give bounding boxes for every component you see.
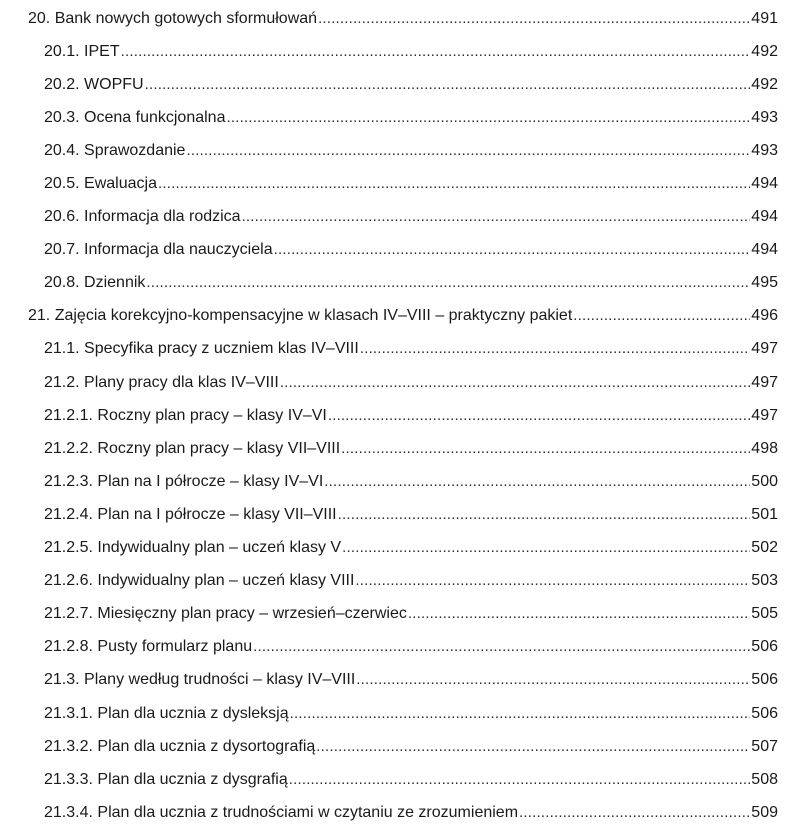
dot-leader: [341, 439, 750, 459]
toc-entry[interactable]: [0, 796, 806, 829]
toc-entry-title: 20.6. Informacja dla rodzica: [44, 208, 241, 226]
dot-leader: [328, 406, 750, 426]
dot-leader: [121, 42, 751, 62]
toc-entry-page: 493: [751, 108, 778, 126]
dot-leader: [338, 505, 751, 525]
toc-entry-page: 506: [751, 638, 778, 656]
toc-entry-title: 21.1. Specyfika pracy z uczniem klas IV–VIII: [44, 340, 359, 358]
dot-leader: [573, 306, 750, 326]
toc-entry[interactable]: [0, 35, 806, 68]
toc-entry-page: 497: [751, 340, 778, 358]
dot-leader: [408, 604, 750, 624]
toc-entry-page: 506: [751, 671, 778, 689]
toc-entry-page: 497: [751, 373, 778, 391]
dot-leader: [355, 571, 750, 591]
toc-entry-page: 509: [751, 803, 778, 821]
toc-entry-title: 20.8. Dziennik: [44, 274, 146, 292]
toc-entry-title: 20.4. Sprawozdanie: [44, 141, 186, 159]
toc-entry-title: 20.1. IPET: [44, 42, 120, 60]
dot-leader: [280, 373, 750, 393]
table-of-contents: [0, 2, 806, 829]
dot-leader: [324, 472, 750, 492]
toc-entry-page: 505: [751, 605, 778, 623]
toc-entry-page: 502: [751, 539, 778, 557]
toc-entry[interactable]: [0, 763, 806, 796]
toc-entry[interactable]: [0, 664, 806, 697]
toc-entry-page: 496: [751, 307, 778, 325]
toc-entry-page: 493: [751, 141, 778, 159]
toc-entry-title: 21.2.6. Indywidualny plan – uczeń klasy VIII: [44, 572, 355, 590]
toc-entry[interactable]: [0, 565, 806, 598]
dot-leader: [158, 174, 750, 194]
toc-entry-page: 507: [751, 737, 778, 755]
toc-entry-title: 21.3. Plany według trudności – klasy IV–VIII: [44, 671, 356, 689]
toc-entry-title: 21.2.3. Plan na I półrocze – klasy IV–VI: [44, 472, 324, 490]
toc-entry-title: 21.2.7. Miesięczny plan pracy – wrzesień–czerwiec: [44, 605, 407, 623]
dot-leader: [316, 737, 750, 757]
dot-leader: [342, 538, 750, 558]
toc-entry[interactable]: [0, 300, 806, 333]
toc-entry-title: 21. Zajęcia korekcyjno-kompensacyjne w klasach IV–VIII – praktyczny pakiet: [28, 307, 573, 325]
toc-entry-page: 494: [751, 241, 778, 259]
toc-entry[interactable]: [0, 267, 806, 300]
toc-entry[interactable]: [0, 68, 806, 101]
toc-entry-page: 500: [751, 472, 778, 490]
toc-entry-title: 21.2.2. Roczny plan pracy – klasy VII–VIII: [44, 439, 341, 457]
dot-leader: [186, 141, 750, 161]
toc-entry[interactable]: [0, 432, 806, 465]
toc-entry-title: 21.3.4. Plan dla ucznia z trudnościami w czytaniu ze zrozumieniem: [44, 803, 519, 821]
toc-entry-title: 21.2.4. Plan na I półrocze – klasy VII–VIII: [44, 505, 337, 523]
dot-leader: [226, 108, 750, 128]
toc-entry-page: 501: [751, 505, 778, 523]
toc-entry[interactable]: [0, 730, 806, 763]
dot-leader: [289, 770, 751, 790]
toc-entry-title: 20.3. Ocena funkcjonalna: [44, 108, 226, 126]
dot-leader: [318, 9, 750, 29]
toc-entry[interactable]: [0, 234, 806, 267]
toc-entry[interactable]: [0, 399, 806, 432]
dot-leader: [242, 207, 751, 227]
toc-entry[interactable]: [0, 598, 806, 631]
toc-entry-title: 21.3.2. Plan dla ucznia z dysortografią: [44, 737, 316, 755]
toc-entry[interactable]: [0, 101, 806, 134]
dot-leader: [519, 803, 750, 823]
dot-leader: [356, 670, 750, 690]
dot-leader: [290, 704, 751, 724]
toc-entry-title: 20.5. Ewaluacja: [44, 175, 157, 193]
toc-entry-title: 20.7. Informacja dla nauczyciela: [44, 241, 273, 259]
toc-entry-page: 491: [751, 9, 778, 27]
toc-entry[interactable]: [0, 631, 806, 664]
toc-entry-title: 21.2.5. Indywidualny plan – uczeń klasy V: [44, 539, 342, 557]
toc-entry-page: 508: [751, 770, 778, 788]
toc-entry-title: 20.2. WOPFU: [44, 75, 144, 93]
toc-entry-title: 21.2. Plany pracy dla klas IV–VIII: [44, 373, 279, 391]
toc-entry-page: 495: [751, 274, 778, 292]
toc-entry-page: 497: [751, 406, 778, 424]
dot-leader: [360, 339, 750, 359]
toc-entry-title: 20. Bank nowych gotowych sformułowań: [28, 9, 318, 27]
toc-entry-page: 492: [751, 75, 778, 93]
toc-entry-page: 506: [751, 704, 778, 722]
dot-leader: [253, 637, 750, 657]
toc-entry[interactable]: [0, 333, 806, 366]
dot-leader: [145, 75, 751, 95]
dot-leader: [146, 273, 750, 293]
toc-entry-title: 21.3.3. Plan dla ucznia z dysgrafią: [44, 770, 288, 788]
toc-entry[interactable]: [0, 2, 806, 35]
toc-entry[interactable]: [0, 465, 806, 498]
toc-entry[interactable]: [0, 697, 806, 730]
toc-entry[interactable]: [0, 201, 806, 234]
toc-entry[interactable]: [0, 498, 806, 531]
toc-entry-title: 21.2.8. Pusty formularz planu: [44, 638, 253, 656]
toc-entry[interactable]: [0, 134, 806, 167]
toc-entry-page: 498: [751, 439, 778, 457]
dot-leader: [274, 240, 751, 260]
toc-entry-title: 21.2.1. Roczny plan pracy – klasy IV–VI: [44, 406, 327, 424]
toc-entry-title: 21.3.1. Plan dla ucznia z dysleksją: [44, 704, 289, 722]
toc-entry-page: 492: [751, 42, 778, 60]
toc-entry[interactable]: [0, 366, 806, 399]
toc-entry-page: 503: [751, 572, 778, 590]
toc-entry-page: 494: [751, 208, 778, 226]
toc-entry[interactable]: [0, 532, 806, 565]
toc-entry-page: 494: [751, 175, 778, 193]
toc-entry[interactable]: [0, 167, 806, 200]
